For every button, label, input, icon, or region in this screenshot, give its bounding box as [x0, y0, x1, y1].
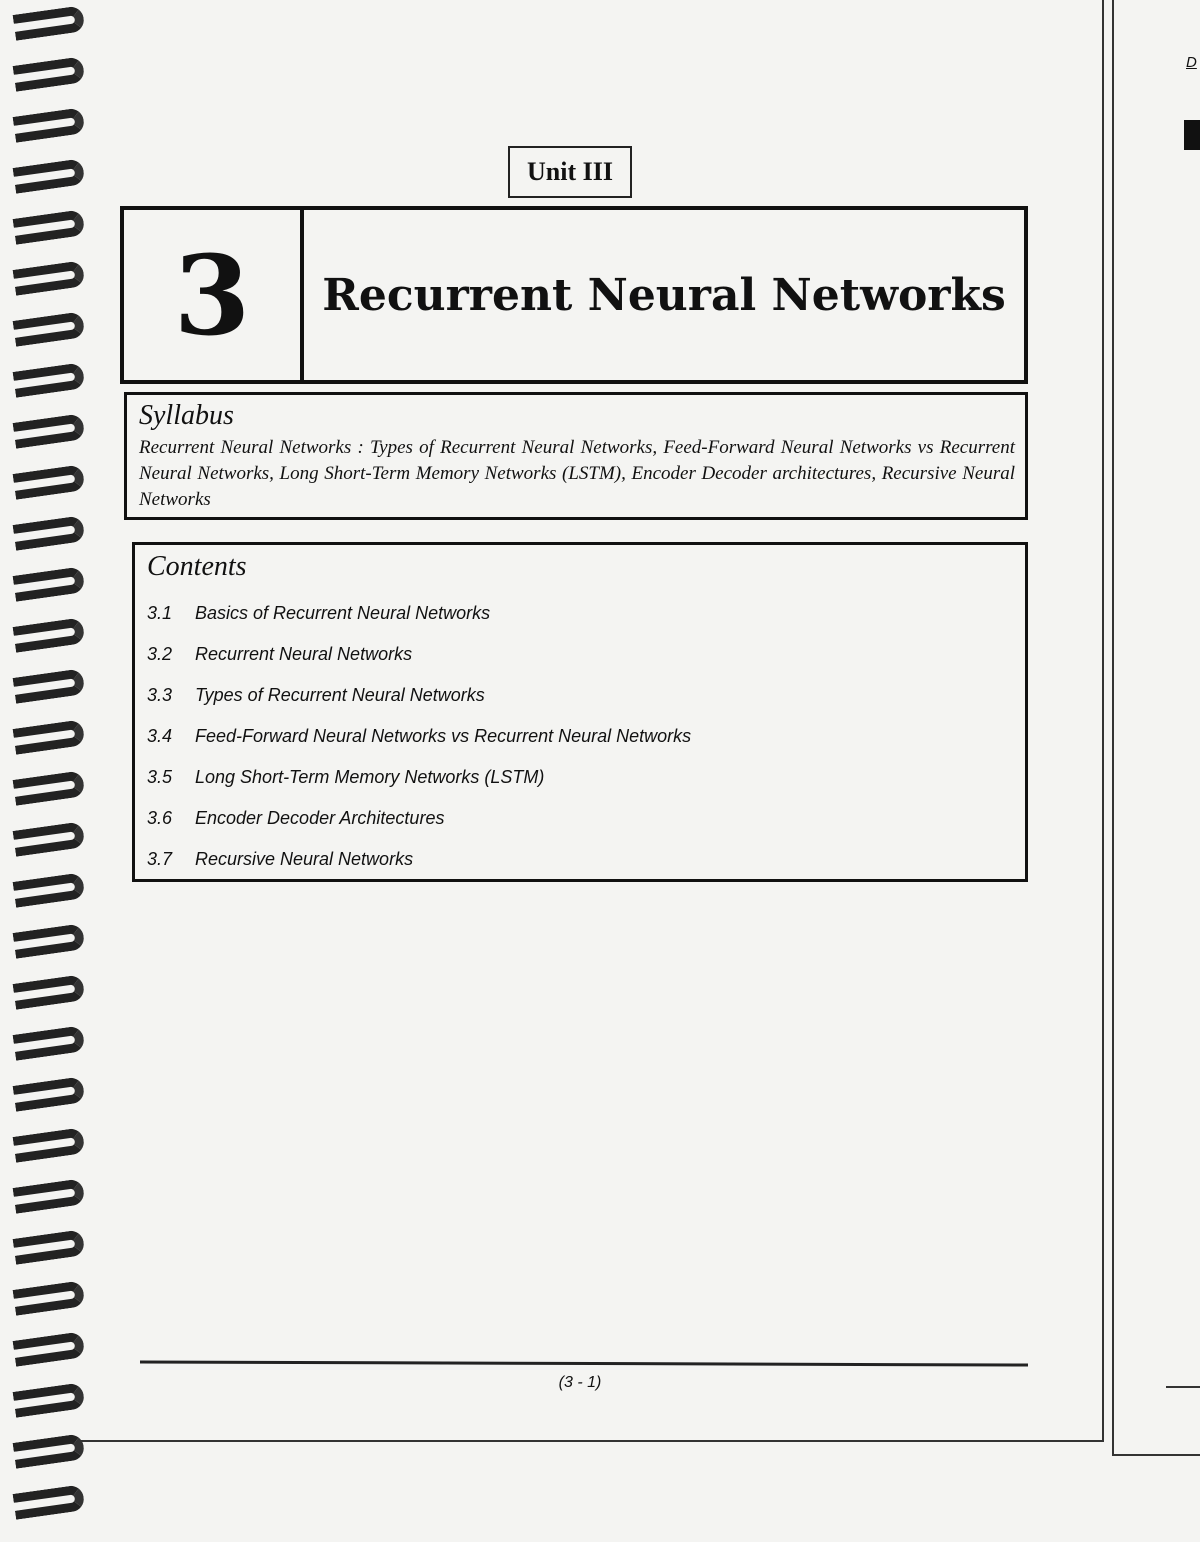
toc-item: [147, 593, 1013, 634]
spiral-ring: [13, 1076, 86, 1111]
spiral-ring: [13, 464, 86, 499]
spiral-ring: [13, 362, 86, 397]
spiral-ring: [13, 1127, 86, 1162]
spiral-ring: [13, 107, 86, 142]
toc-item-title: Feed-Forward Neural Networks vs Recurrent Neural Networks: [195, 726, 692, 746]
next-page-heading-block: [1184, 120, 1200, 150]
syllabus-box: [124, 392, 1028, 520]
spiral-ring: [13, 5, 86, 40]
toc-item-title: Basics of Recurrent Neural Networks: [195, 603, 491, 623]
contents-heading: Contents: [147, 551, 247, 582]
spiral-ring: [13, 1433, 86, 1468]
spiral-ring: [13, 872, 86, 907]
spiral-ring: [13, 770, 86, 805]
next-page-footer-rule: [1166, 1386, 1200, 1388]
toc-list: [147, 593, 1013, 880]
spiral-ring: [13, 158, 86, 193]
spiral-ring: [13, 821, 86, 856]
toc-item-number: 3.5: [147, 767, 173, 787]
toc-item: [147, 757, 1013, 798]
toc-item: [147, 716, 1013, 757]
spiral-ring: [13, 566, 86, 601]
spiral-ring: [13, 260, 86, 295]
syllabus-heading: Syllabus: [139, 400, 234, 431]
toc-item-number: 3.3: [147, 685, 173, 705]
spiral-ring: [13, 56, 86, 91]
toc-item: [147, 798, 1013, 839]
spiral-ring: [13, 974, 86, 1009]
spiral-ring: [13, 668, 86, 703]
toc-item-number: 3.7: [147, 849, 173, 869]
spiral-ring: [13, 1229, 86, 1264]
next-page-header-fragment: D: [1186, 54, 1197, 71]
spiral-ring: [13, 209, 86, 244]
toc-item-number: 3.4: [147, 726, 173, 746]
chapter-number: 3: [124, 210, 304, 380]
toc-item-title: Long Short-Term Memory Networks (LSTM): [195, 767, 545, 787]
toc-item: [147, 839, 1013, 880]
toc-item: [147, 675, 1013, 716]
spiral-ring: [13, 311, 86, 346]
toc-item-number: 3.1: [147, 603, 173, 623]
spiral-ring: [13, 617, 86, 652]
toc-item-title: Types of Recurrent Neural Networks: [195, 685, 485, 705]
spiral-ring: [13, 1484, 86, 1519]
toc-item-number: 3.2: [147, 644, 173, 664]
toc-item-title: Recursive Neural Networks: [195, 849, 414, 869]
toc-item-number: 3.6: [147, 808, 173, 828]
unit-label: Unit III: [508, 146, 632, 198]
next-page-border: [1112, 0, 1200, 1456]
toc-item: [147, 634, 1013, 675]
spiral-ring: [13, 413, 86, 448]
spiral-ring: [13, 515, 86, 550]
spiral-ring: [13, 1280, 86, 1315]
toc-item-title: Encoder Decoder Architectures: [195, 808, 445, 828]
spiral-ring: [13, 1331, 86, 1366]
spiral-ring: [13, 923, 86, 958]
chapter-header: [120, 206, 1028, 384]
spiral-ring: [13, 1025, 86, 1060]
spiral-ring: [13, 1178, 86, 1213]
page-number: (3 - 1): [558, 1374, 602, 1391]
spiral-ring: [13, 1382, 86, 1417]
chapter-title: Recurrent Neural Networks: [322, 269, 1006, 321]
toc-item-title: Recurrent Neural Networks: [195, 644, 413, 664]
contents-box: [132, 542, 1028, 882]
syllabus-text: Recurrent Neural Networks : Types of Recurrent Neural Networks, Feed-Forward Neural Networks vs Recurrent Neural Networks, Long Short-Term Memory Networks (LSTM), Encoder Decoder architectures, Recursive Neural Networks: [139, 437, 1015, 510]
spiral-ring: [13, 719, 86, 754]
